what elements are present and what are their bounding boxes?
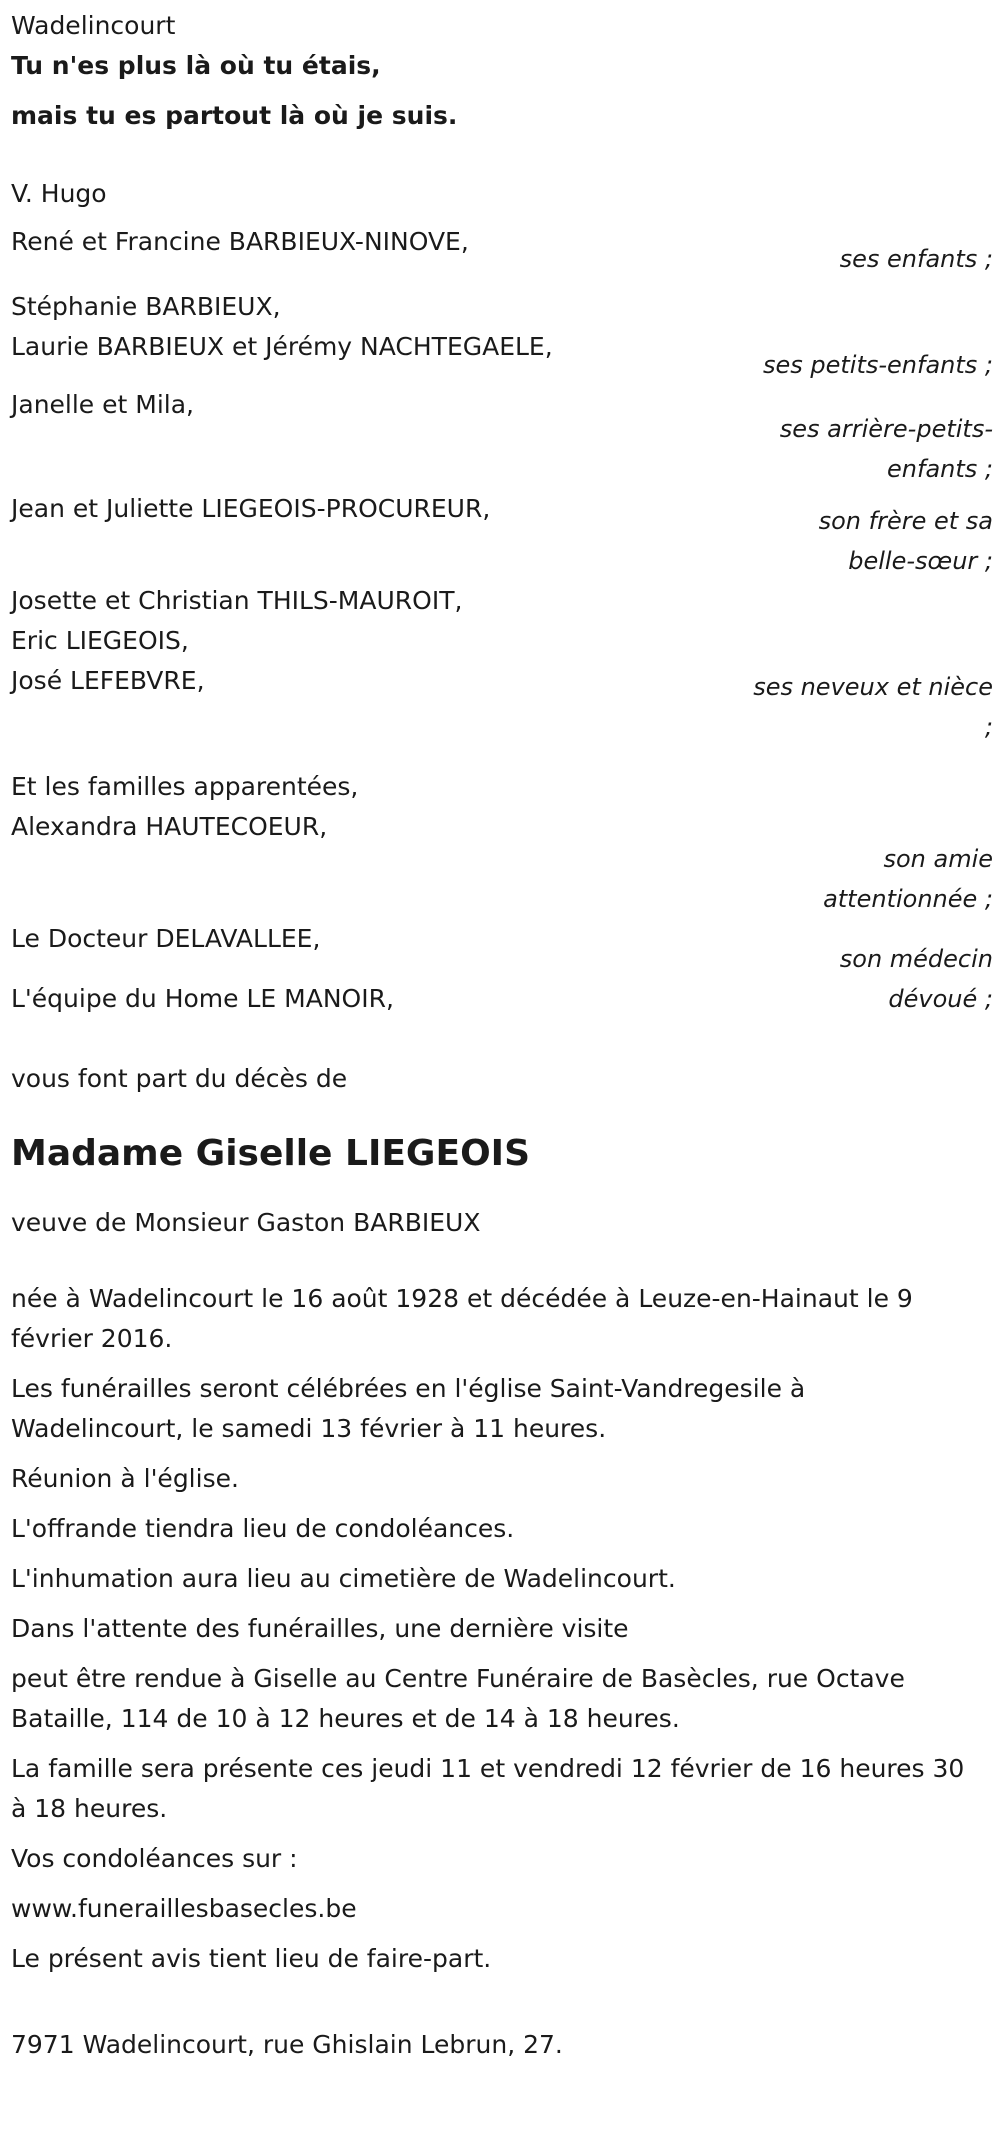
widow-of: veuve de Monsieur Gaston BARBIEUX [11, 1208, 481, 1237]
website-text: www.funeraillesbasecles.be [11, 1894, 357, 1923]
detail-paragraph: Le présent avis tient lieu de faire-part. [11, 1944, 492, 1973]
detail-paragraph: Réunion à l'église. [11, 1464, 239, 1493]
detail-paragraph: La famille sera présente ces jeudi 11 et vendredi 12 février de 16 heures 30 à 18 heures. [11, 1754, 965, 1823]
detail-paragraph: Vos condoléances sur : [11, 1844, 298, 1873]
detail-paragraph: L'offrande tiendra lieu de condoléances. [11, 1514, 515, 1543]
quote-line-1: Tu n'es plus là où tu étais, [11, 51, 381, 80]
deceased-name: Madame Giselle LIEGEOIS [11, 1133, 530, 1174]
family-group [11, 222, 993, 279]
family-group [11, 429, 993, 581]
family-name: Alexandra HAUTECOEUR, [11, 812, 328, 841]
details-list [11, 1279, 971, 1979]
address: 7971 Wadelincourt, rue Ghislain Lebrun, 27. [11, 2030, 563, 2059]
detail-paragraph: L'inhumation aura lieu au cimetière de Wadelincourt. [11, 1564, 676, 1593]
announcement: vous font part du décès de [11, 1064, 348, 1093]
detail-paragraph: peut être rendue à Giselle au Centre Funéraire de Basècles, rue Octave Bataille, 114 de 10 à 12 heures et de 14 à 18 heures. [11, 1664, 905, 1733]
detail-paragraph: Dans l'attente des funérailles, une dernière visite [11, 1614, 629, 1643]
family-relation: son médecin dévoué ; [839, 945, 993, 1013]
family-name: Jean et Juliette LIEGEOIS-PROCUREUR, [11, 494, 491, 523]
family-name: Stéphanie BARBIEUX, [11, 292, 281, 321]
family-name: Josette et Christian THILS-MAUROIT, [11, 586, 463, 615]
staff-line: L'équipe du Home LE MANOIR, [11, 984, 394, 1013]
family-name: Le Docteur DELAVALLEE, [11, 924, 321, 953]
detail-paragraph: née à Wadelincourt le 16 août 1928 et décédée à Leuze-en-Hainaut le 9 février 2016. [11, 1284, 913, 1353]
obituary-notice [11, 0, 993, 2065]
detail-paragraph: Les funérailles seront célébrées en l'église Saint-Vandregesile à Wadelincourt, le samedi 13 février à 11 heures. [11, 1374, 806, 1443]
quote-line-2: mais tu es partout là où je suis. [11, 101, 458, 130]
family-name: Eric LIEGEOIS, [11, 626, 189, 655]
location-heading: Wadelincourt [11, 11, 176, 40]
family-name: René et Francine BARBIEUX-NINOVE, [11, 227, 469, 256]
family-name: Janelle et Mila, [11, 390, 194, 419]
family-relation: son frère et sa belle-sœur ; [818, 507, 993, 575]
family-group [11, 287, 993, 385]
family-relation: ses neveux et nièce ; [753, 673, 993, 741]
quote-author: V. Hugo [11, 179, 107, 208]
family-relation: son amie attentionnée ; [823, 845, 993, 913]
family-relation: ses enfants ; [839, 245, 993, 273]
family-name: Laurie BARBIEUX et Jérémy NACHTEGAELE, [11, 332, 553, 361]
family-name: Et les familles apparentées, [11, 772, 359, 801]
family-name: José LEFEBVRE, [11, 666, 205, 695]
family-relation: ses petits-enfants ; [762, 351, 993, 379]
family-relation: ses arrière-petits-enfants ; [779, 415, 993, 483]
